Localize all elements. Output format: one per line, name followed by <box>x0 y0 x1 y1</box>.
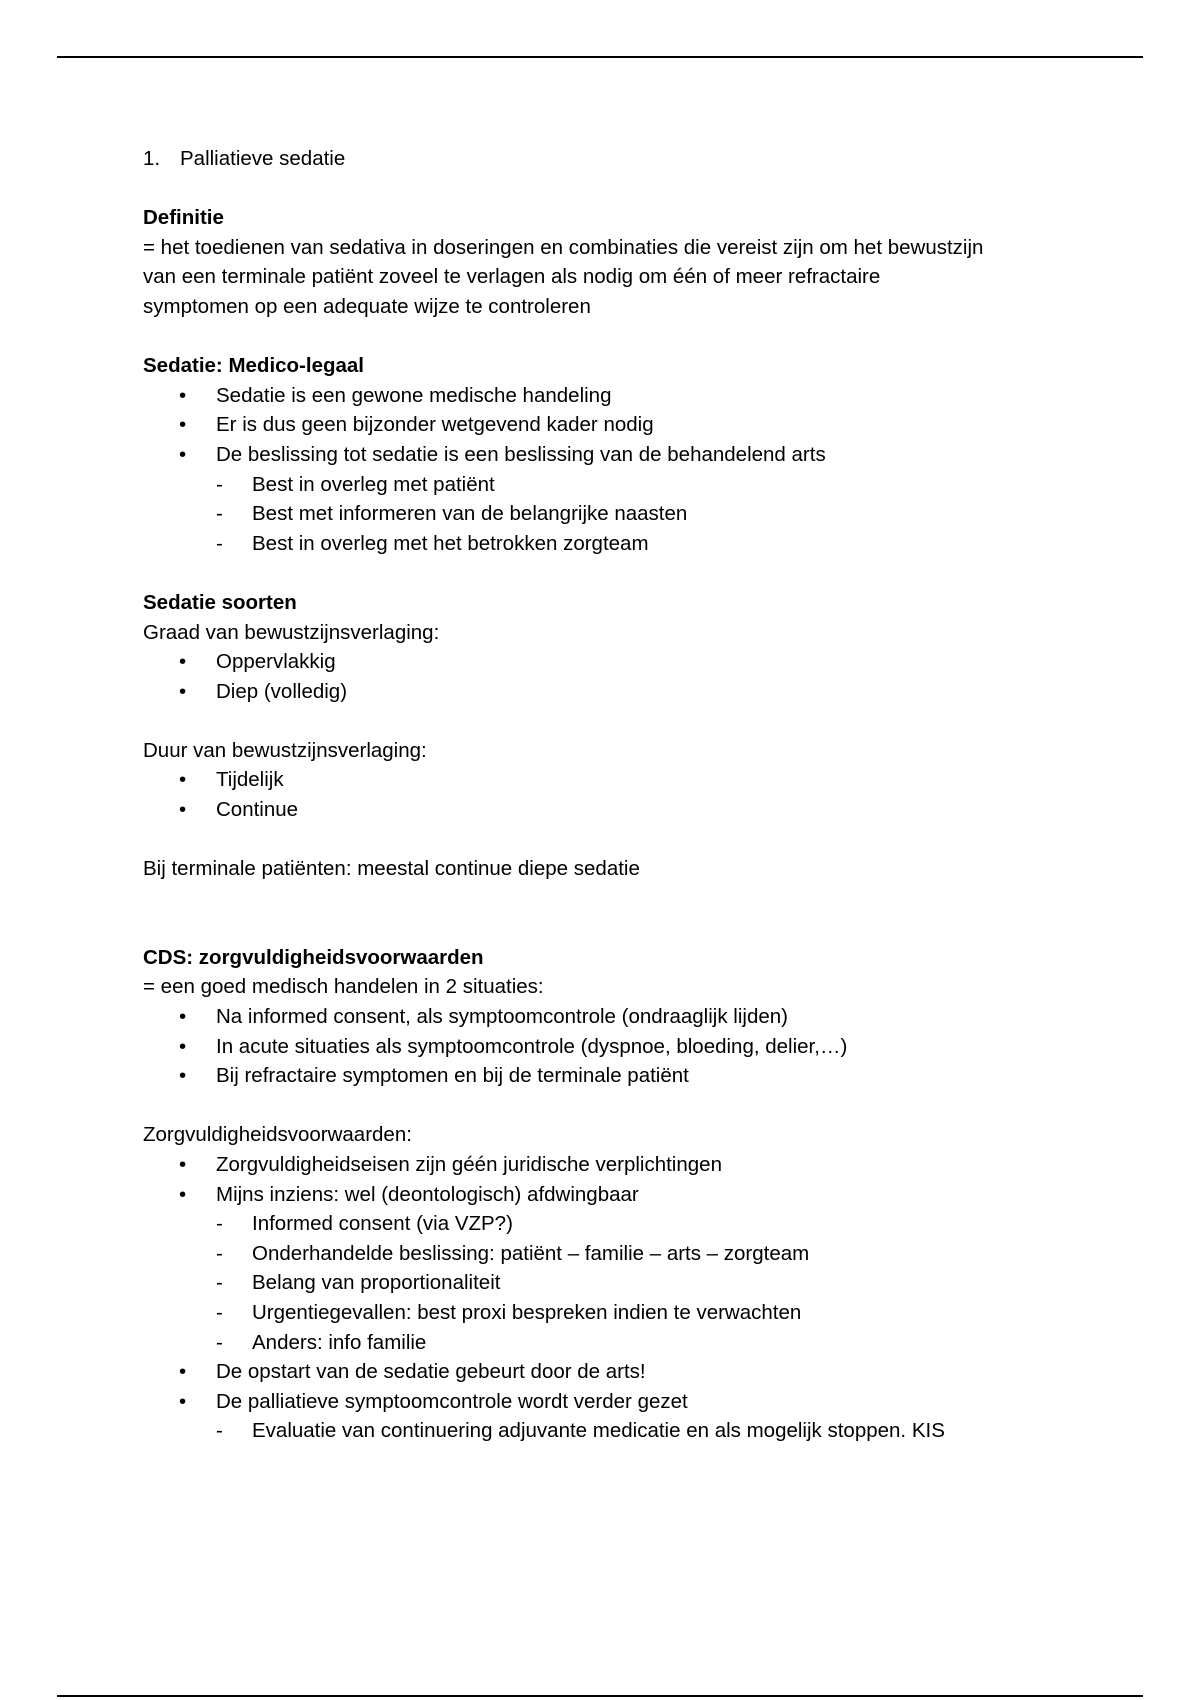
voorwaarden-label: Zorgvuldigheidsvoorwaarden: <box>143 1123 412 1147</box>
sub-list-item: - Best met informeren van de belangrijke naasten <box>143 499 1073 529</box>
graad-list <box>143 647 1073 706</box>
document-body <box>143 144 1073 1446</box>
sub-list-item: - Urgentiegevallen: best proxi bespreken indien te verwachten <box>143 1298 1073 1328</box>
cds-intro: = een goed medisch handelen in 2 situaties: <box>143 975 544 999</box>
list-item: • De beslissing tot sedatie is een beslissing van de behandelend arts <box>143 440 1073 470</box>
list-item: • Er is dus geen bijzonder wetgevend kader nodig <box>143 410 1073 440</box>
sub-list-item: - Best in overleg met patiënt <box>143 470 1073 500</box>
voorwaarden-list <box>143 1150 1073 1446</box>
list-item: • Sedatie is een gewone medische handeling <box>143 381 1073 411</box>
cds-situations-list <box>143 1002 1073 1091</box>
cds-heading: CDS: zorgvuldigheidsvoorwaarden <box>143 945 484 969</box>
section-title <box>143 144 1073 174</box>
soorten-heading: Sedatie soorten <box>143 590 297 614</box>
medico-legaal-heading: Sedatie: Medico-legaal <box>143 354 365 378</box>
definitie-line: symptomen op een adequate wijze te controleren <box>143 294 591 318</box>
soorten-conclusion: Bij terminale patiënten: meestal continue diepe sedatie <box>143 857 640 881</box>
footer-rule <box>57 1695 1143 1697</box>
list-item: • De palliatieve symptoomcontrole wordt verder gezet <box>143 1387 1073 1417</box>
sub-list-item: - Evaluatie van continuering adjuvante medicatie en als mogelijk stoppen. KIS <box>143 1416 1073 1446</box>
sub-list-item: - Informed consent (via VZP?) <box>143 1209 1073 1239</box>
duur-label: Duur van bewustzijnsverlaging: <box>143 738 427 762</box>
definitie-line: van een terminale patiënt zoveel te verlagen als nodig om één of meer refractaire <box>143 265 881 289</box>
list-item: • Bij refractaire symptomen en bij de terminale patiënt <box>143 1061 1073 1091</box>
sub-list-item: - Onderhandelde beslissing: patiënt – familie – arts – zorgteam <box>143 1239 1073 1269</box>
definitie-heading: Definitie <box>143 206 224 230</box>
list-item: • Oppervlakkig <box>143 647 1073 677</box>
list-item: • Continue <box>143 795 1073 825</box>
graad-label: Graad van bewustzijnsverlaging: <box>143 620 440 644</box>
list-item: • Diep (volledig) <box>143 677 1073 707</box>
list-item: • Na informed consent, als symptoomcontrole (ondraaglijk lijden) <box>143 1002 1073 1032</box>
list-item: • Mijns inziens: wel (deontologisch) afdwingbaar <box>143 1180 1073 1210</box>
section-number: 1. <box>143 147 161 170</box>
sub-list-item: - Belang van proportionaliteit <box>143 1268 1073 1298</box>
list-item: • Tijdelijk <box>143 765 1073 795</box>
definitie-line: = het toedienen van sedativa in doseringen en combinaties die vereist zijn om het bewustzijn <box>143 235 984 259</box>
duur-list <box>143 765 1073 824</box>
header-rule <box>57 56 1143 58</box>
sub-list-item: - Best in overleg met het betrokken zorgteam <box>143 529 1073 559</box>
sub-list-item: - Anders: info familie <box>143 1328 1073 1358</box>
list-item: • De opstart van de sedatie gebeurt door de arts! <box>143 1357 1073 1387</box>
section-title-text: Palliatieve sedatie <box>180 147 346 170</box>
list-item: • In acute situaties als symptoomcontrole (dyspnoe, bloeding, delier,…) <box>143 1032 1073 1062</box>
medico-legaal-list <box>143 381 1073 559</box>
list-item: • Zorgvuldigheidseisen zijn géén juridische verplichtingen <box>143 1150 1073 1180</box>
